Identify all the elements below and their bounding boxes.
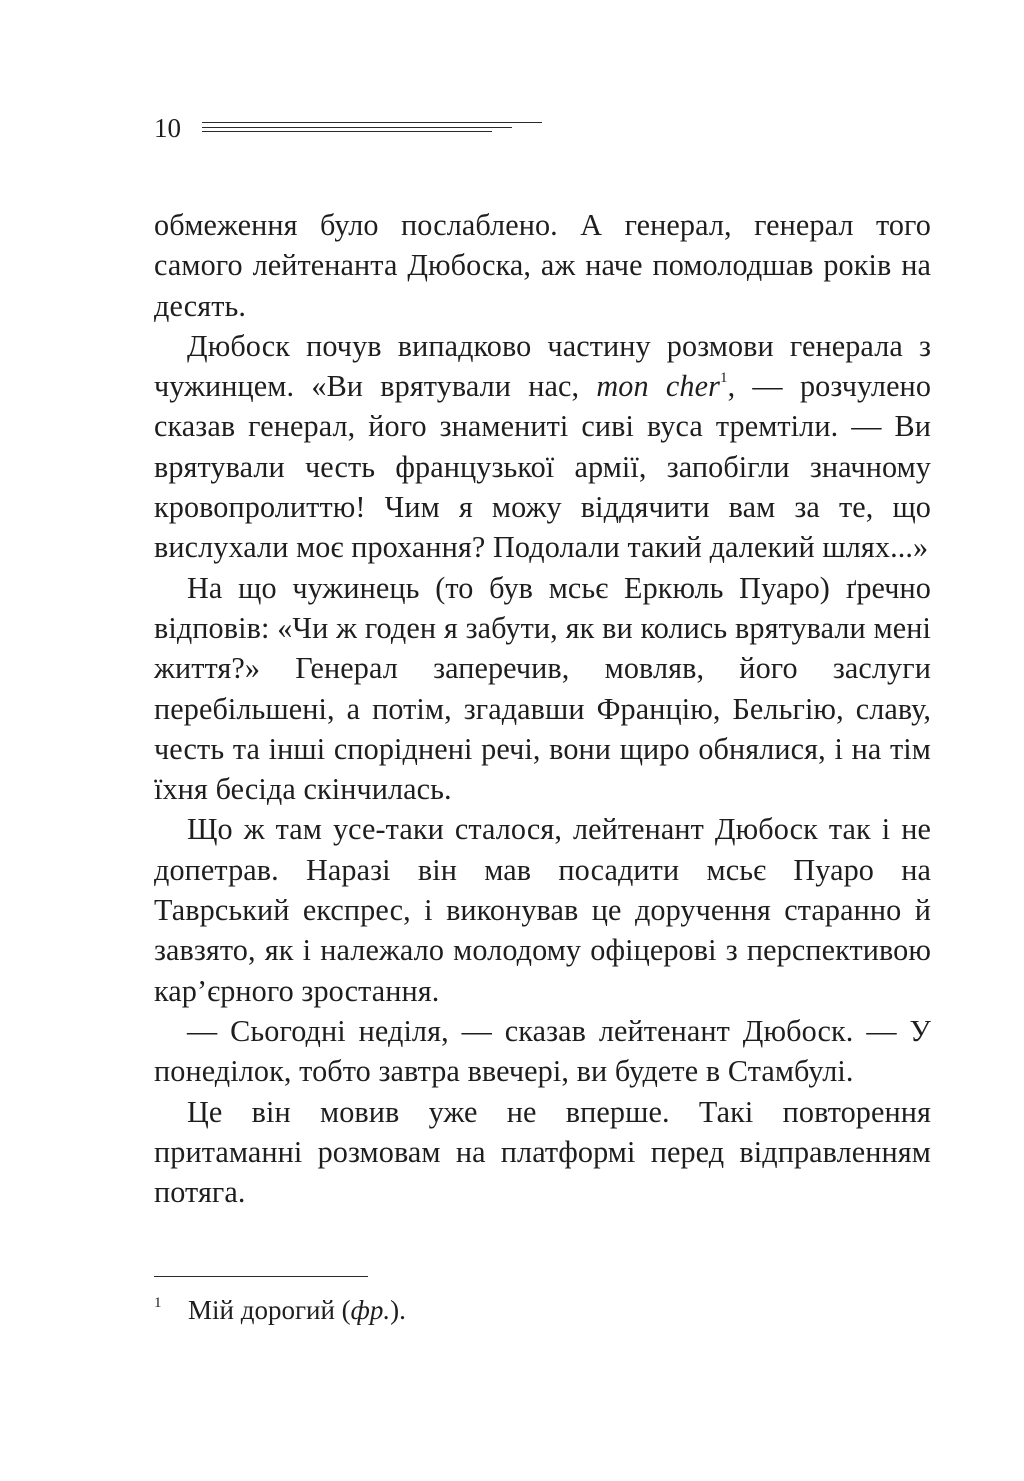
footnote-text-b: ). xyxy=(390,1295,406,1325)
main-text xyxy=(154,205,931,1212)
header-rule-bottom xyxy=(202,131,492,132)
page-number: 10 xyxy=(154,113,181,143)
paragraph-5: — Сьогодні неділя, — сказав лейтенант Дюбоск. — У понеділок, тобто завтра ввечері, ви будете в Стамбулі. xyxy=(154,1013,931,1089)
paragraph-2 xyxy=(154,326,931,568)
page-header xyxy=(154,108,544,148)
paragraph-2-italic: mon cher xyxy=(596,369,720,404)
header-rule-top xyxy=(202,122,542,123)
paragraph-2-part-b: , — розчулено сказав генерал, його знамениті сиві вуса тремтіли. — Ви врятували честь французької армії, запобігли значному кровопролиттю! Чим я можу віддячити вам за те, що вислухали моє прохання? Подолали такий далекий шлях...» xyxy=(154,369,932,565)
paragraph-2-part-a: Дюбоск почув випадково частину розмови генерала з чужинцем. «Ви врятували нас, xyxy=(154,328,931,404)
footnote-reference: 1 xyxy=(719,370,728,387)
header-rule-middle xyxy=(202,127,512,128)
footnote: 1 Мій дорогий (фр.). xyxy=(154,1295,406,1325)
footnote-text-italic: фр. xyxy=(350,1295,391,1325)
paragraph-6: Це він мовив уже не вперше. Такі повторення притаманні розмовам на платформі перед відправленням потяга. xyxy=(154,1094,931,1210)
paragraph-3: На що чужинець (то був мсьє Еркюль Пуаро) ґречно відповів: «Чи ж годен я забути, як ви колись врятували мені життя?» Генерал заперечив, мовляв, його заслуги перебільшені, а потім, згадавши Францію, Бельгію, славу, честь та інші споріднені речі, вони щиро обнялися, і на тім їхня бесіда скінчилась. xyxy=(154,570,931,807)
paragraph-1: обмеження було послаблено. А генерал, генерал того самого лейтенанта Дюбоска, аж наче помолодшав років на десять. xyxy=(154,208,931,323)
footnote-divider xyxy=(154,1276,368,1277)
footnote-text-a: Мій дорогий ( xyxy=(188,1295,351,1325)
paragraph-4: Що ж там усе-таки сталося, лейтенант Дюбоск так і не допетрав. Наразі він мав посадити мсьє Пуаро на Таврський експрес, і виконував це доручення старанно й завзято, як і належало молодому офіцерові з перспективою кар’єрного зростання. xyxy=(154,812,931,1008)
